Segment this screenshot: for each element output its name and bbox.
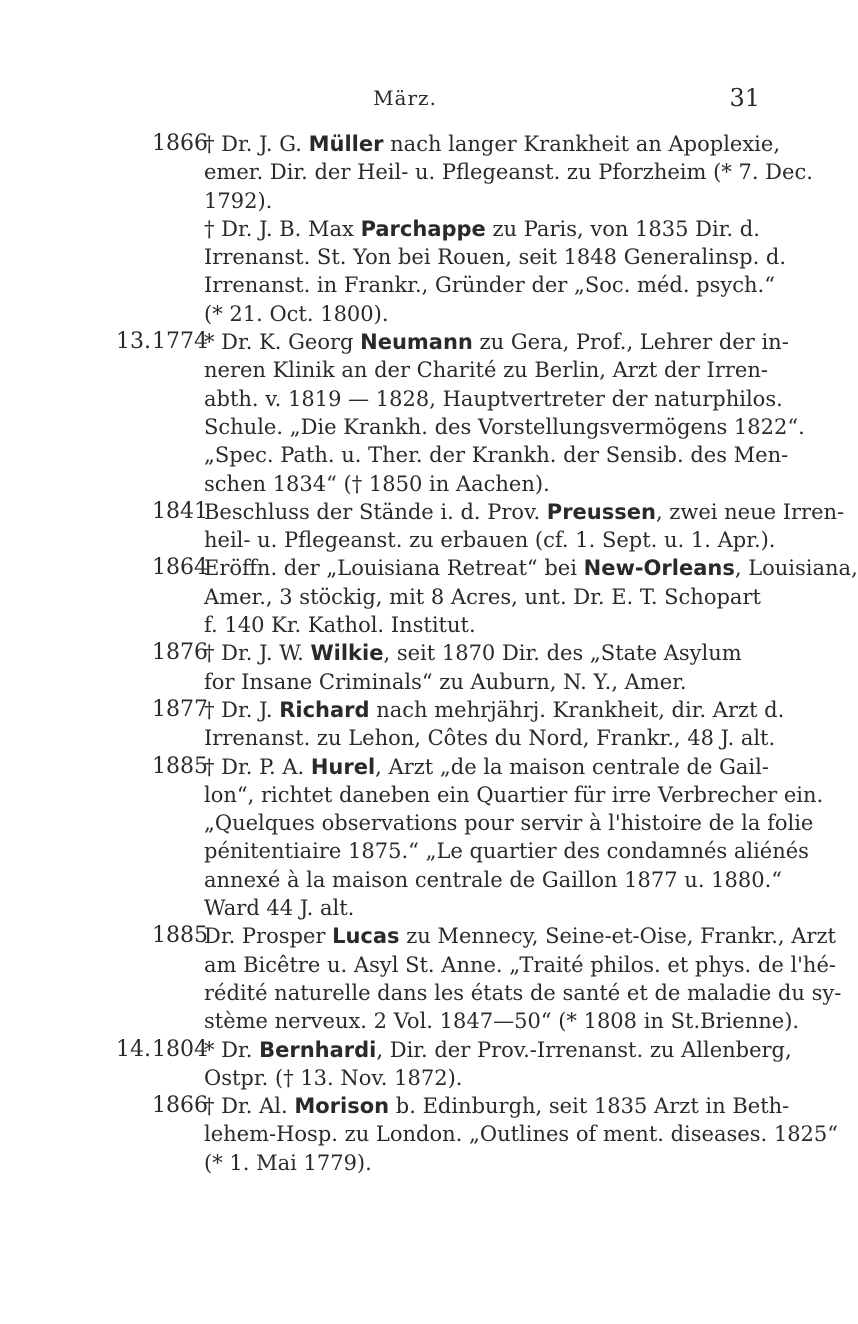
text-segment: nach langer Krankheit an Apoplexie, xyxy=(383,132,780,156)
text-segment: pénitentiaire 1875.“ „Le quartier des condamnés aliénés xyxy=(204,839,809,864)
calendar-entry xyxy=(0,328,805,498)
text-segment: lehem-Hosp. zu London. „Outlines of ment. diseases. 1825“ xyxy=(204,1122,839,1147)
calendar-entry xyxy=(0,1036,800,1093)
entry-line xyxy=(204,300,766,328)
text-segment: † Dr. J. xyxy=(204,697,280,722)
entry-year: 1864 xyxy=(152,555,208,581)
entry-line xyxy=(204,894,766,922)
entry-line xyxy=(204,753,769,781)
text-segment: for Insane Criminals“ zu Auburn, N. Y., Amer. xyxy=(204,669,687,694)
text-segment: Beschluss der Stände i. d. Prov. xyxy=(204,499,547,524)
entry-day: 13. xyxy=(116,329,151,355)
calendar-entry xyxy=(0,696,800,753)
calendar-entry xyxy=(0,639,800,696)
text-segment: abth. v. 1819 — 1828, Hauptvertreter der naturphilos. xyxy=(204,386,783,411)
text-segment: 1792). xyxy=(204,188,273,213)
entry-line xyxy=(204,187,766,215)
page-header xyxy=(0,0,800,120)
text-segment: * Dr. xyxy=(204,1037,260,1062)
entry-text xyxy=(152,554,858,639)
text-segment: Dr. Prosper xyxy=(204,924,333,949)
entry-text xyxy=(152,696,785,753)
entry-line xyxy=(204,1064,766,1092)
person-name: Müller xyxy=(308,132,384,156)
text-segment: Ward 44 J. alt. xyxy=(204,896,355,921)
entry-line xyxy=(204,271,775,299)
text-segment: rédité naturelle dans les états de santé et de maladie du sy- xyxy=(204,980,842,1005)
text-segment: zu Mennecy, Seine-et-Oise, Frankr., Arzt xyxy=(399,924,836,949)
text-segment: schen 1834“ († 1850 in Aachen). xyxy=(204,471,550,496)
entry-line xyxy=(204,158,813,186)
calendar-entry xyxy=(0,498,845,555)
entry-text xyxy=(152,130,813,215)
entry-text xyxy=(152,639,766,696)
entry-line xyxy=(204,243,787,271)
entry-year: 1866 xyxy=(152,1093,208,1119)
text-segment: Schule. „Die Krankh. des Vorstellungsvermögens 1822“. xyxy=(204,414,805,439)
text-segment: b. Edinburgh, seit 1835 Arzt in Beth- xyxy=(389,1094,790,1119)
entry-text xyxy=(152,328,805,498)
text-segment: nach mehrjährj. Krankheit, dir. Arzt d. xyxy=(369,697,785,722)
text-segment: Irrenanst. St. Yon bei Rouen, seit 1848 Generalinsp. d. xyxy=(204,245,787,270)
text-segment: , Arzt „de la maison centrale de Gail- xyxy=(375,754,769,779)
calendar-entry xyxy=(0,1092,839,1177)
entry-line xyxy=(204,979,842,1007)
text-segment: emer. Dir. der Heil- u. Pflegeanst. zu Pforzheim (* 7. Dec. xyxy=(204,160,813,185)
entry-line xyxy=(204,526,776,554)
entry-line xyxy=(204,1149,766,1177)
entry-line xyxy=(204,498,845,526)
entry-year: 1866 xyxy=(152,131,208,156)
person-name: New-Orleans xyxy=(583,556,735,581)
text-segment: f. 140 Kr. Kathol. Institut. xyxy=(204,613,476,638)
calendar-entry xyxy=(0,922,842,1035)
entry-year: 1885 xyxy=(152,923,208,949)
entry-line xyxy=(204,781,824,809)
person-name: Richard xyxy=(279,697,370,722)
entry-text xyxy=(152,922,842,1035)
entry-year: 1804 xyxy=(152,1036,208,1062)
entry-day: 14. xyxy=(116,1036,151,1062)
text-segment: † Dr. J. W. xyxy=(204,641,311,666)
entry-year: 1841 xyxy=(152,498,208,524)
text-segment: † Dr. Al. xyxy=(204,1094,295,1119)
entry-line xyxy=(204,215,766,243)
text-segment: (* 1. Mai 1779). xyxy=(204,1150,372,1175)
text-segment: † Dr. P. A. xyxy=(204,754,311,779)
entry-line xyxy=(204,724,776,752)
person-name: Lucas xyxy=(332,924,400,949)
entry-year: 1774 xyxy=(152,329,208,355)
text-segment: † Dr. J. G. xyxy=(204,132,309,156)
text-segment: am Bicêtre u. Asyl St. Anne. „Traité philos. et phys. de l'hé- xyxy=(204,952,836,977)
entry-line xyxy=(204,837,809,865)
entry-line xyxy=(204,554,858,582)
entry-line xyxy=(204,951,836,979)
entry-line xyxy=(204,130,780,158)
entry-text xyxy=(152,215,787,328)
entry-line xyxy=(204,470,766,498)
text-segment: † Dr. J. B. Max xyxy=(204,216,361,241)
entry-line xyxy=(204,1120,839,1148)
calendar-entry xyxy=(0,130,813,215)
text-segment: zu Paris, von 1835 Dir. d. xyxy=(485,216,760,241)
entry-line xyxy=(204,866,783,894)
entry-line xyxy=(204,611,766,639)
text-segment: „Quelques observations pour servir à l'histoire de la folie xyxy=(204,811,814,836)
person-name: Neumann xyxy=(360,330,473,355)
text-segment: , Dir. der Prov.-Irrenanst. zu Allenberg, xyxy=(376,1037,792,1062)
text-segment: zu Gera, Prof., Lehrer der in- xyxy=(472,330,789,355)
text-segment: , zwei neue Irren- xyxy=(655,499,845,524)
calendar-entry xyxy=(0,215,800,328)
entry-line xyxy=(204,809,814,837)
entry-line xyxy=(204,413,805,441)
entry-line xyxy=(204,356,766,384)
text-segment: Irrenanst. in Frankr., Gründer der „Soc. méd. psych.“ xyxy=(204,273,775,298)
entry-year: 1877 xyxy=(152,696,208,722)
entry-line xyxy=(204,583,766,611)
entry-line xyxy=(204,1092,790,1120)
text-segment: , seit 1870 Dir. des „State Asylum xyxy=(383,641,742,666)
running-head-month: März. xyxy=(373,86,437,110)
text-segment: Irrenanst. zu Lehon, Côtes du Nord, Frankr., 48 J. alt. xyxy=(204,726,776,751)
entry-list xyxy=(0,130,858,1177)
text-segment: Eröffn. der „Louisiana Retreat“ bei xyxy=(204,556,584,581)
person-name: Bernhardi xyxy=(259,1037,377,1062)
entry-line xyxy=(204,441,789,469)
text-segment: Ostpr. († 13. Nov. 1872). xyxy=(204,1065,463,1090)
person-name: Morison xyxy=(294,1094,390,1119)
person-name: Preussen xyxy=(546,499,656,524)
text-segment: „Spec. Path. u. Ther. der Krankh. der Sensib. des Men- xyxy=(204,443,789,468)
text-segment: , Louisiana, xyxy=(734,556,858,581)
text-segment: annexé à la maison centrale de Gaillon 1877 u. 1880.“ xyxy=(204,867,783,892)
entry-text xyxy=(152,1036,792,1093)
entry-line xyxy=(204,328,789,356)
entry-year: 1885 xyxy=(152,753,208,779)
entry-text xyxy=(152,753,824,923)
calendar-entry xyxy=(0,554,858,639)
page-number: 31 xyxy=(729,84,760,112)
text-segment: heil- u. Pflegeanst. zu erbauen (cf. 1. Sept. u. 1. Apr.). xyxy=(204,528,776,553)
person-name: Parchappe xyxy=(360,216,486,241)
text-segment: stème nerveux. 2 Vol. 1847—50“ (* 1808 in St.Brienne). xyxy=(204,1009,800,1034)
entry-line xyxy=(204,696,785,724)
entry-year: 1876 xyxy=(152,640,208,666)
text-segment: * Dr. K. Georg xyxy=(204,330,361,355)
text-segment: lon“, richtet daneben ein Quartier für irre Verbrecher ein. xyxy=(204,782,824,807)
entry-text xyxy=(152,1092,839,1177)
entry-line xyxy=(204,639,766,667)
entry-line xyxy=(204,385,783,413)
text-segment: neren Klinik an der Charité zu Berlin, Arzt der Irren- xyxy=(204,358,768,383)
entry-line xyxy=(204,922,836,950)
entry-line xyxy=(204,1036,792,1064)
text-segment: Amer., 3 stöckig, mit 8 Acres, unt. Dr. E. T. Schopart xyxy=(204,584,761,609)
person-name: Hurel xyxy=(310,754,376,779)
entry-line xyxy=(204,668,766,696)
person-name: Wilkie xyxy=(310,641,384,666)
entry-line xyxy=(204,1007,800,1035)
entry-text xyxy=(152,498,845,555)
calendar-entry xyxy=(0,753,824,923)
text-segment: (* 21. Oct. 1800). xyxy=(204,301,389,326)
